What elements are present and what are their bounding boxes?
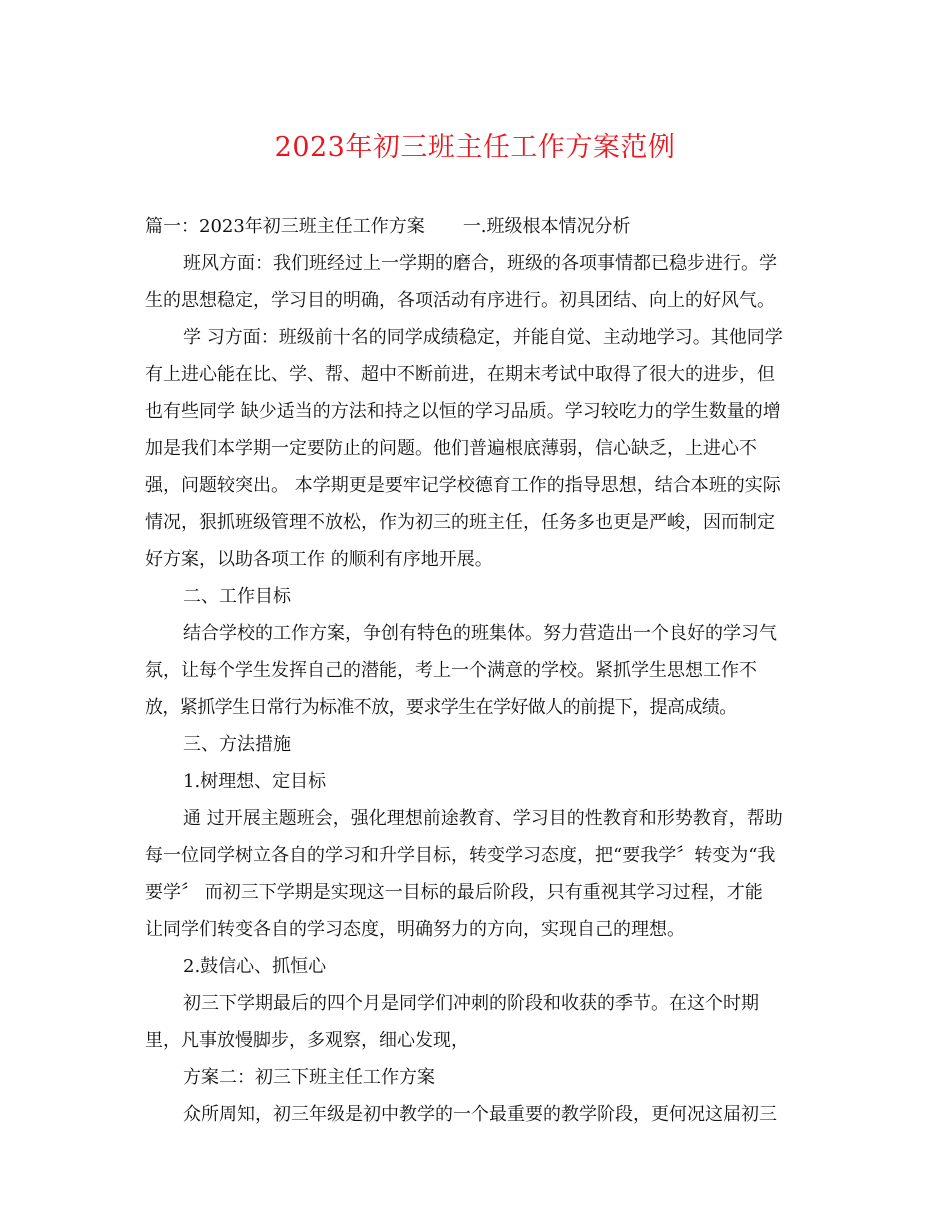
paragraph-line: 放，紧抓学生日常行为标准不放，要求学生在学好做人的前提下，提高成绩。 [145, 697, 737, 718]
paragraph-study [145, 319, 805, 578]
paragraph-line: 班风方面：我们班经过上一学期的磨合，班级的各项事情都已稳步进行。学 [183, 253, 777, 274]
document-title: 2023年初三班主任工作方案范例 [274, 132, 676, 163]
item1-heading: 1.树理想、定目标 [183, 771, 327, 792]
part1-label: 篇一：2023年初三班主任工作方案 [145, 216, 425, 237]
document-body [145, 208, 805, 1133]
paragraph-line: 好方案，以助各项工作 的顺利有序地开展。 [145, 549, 493, 570]
paragraph-part2 [145, 1096, 805, 1133]
part2-heading: 方案二：初三下班主任工作方案 [183, 1067, 435, 1088]
paragraph-goals [145, 615, 805, 726]
section3-heading: 三、方法措施 [183, 734, 291, 755]
paragraph-line: 生的思想稳定，学习目的明确，各项活动有序进行。初具团结、向上的好风气。 [145, 290, 775, 311]
paragraph-line: 加是我们本学期一定要防止的问题。他们普遍根底薄弱，信心缺乏，上进心不 [145, 438, 757, 459]
paragraph-line: 每一位同学树立各自的学习和升学目标，转变学习态度，把“要我学〞转变为“我 [145, 845, 776, 866]
paragraph-line: 众所周知，初三年级是初中教学的一个最重要的教学阶段，更何况这届初三 [183, 1104, 777, 1125]
paragraph-line: 初三下学期最后的四个月是同学们冲刺的阶段和收获的季节。在这个时期 [183, 993, 759, 1014]
paragraph-line: 要学〞 而初三下学期是实现这一目标的最后阶段，只有重视其学习过程，才能 [145, 882, 763, 903]
paragraph-line: 有上进心能在比、学、帮、超中不断前进，在期末考试中取得了很大的进步，但 [145, 364, 775, 385]
paragraph-line: 让同学们转变各自的学习态度，明确努力的方向，实现自己的理想。 [145, 919, 685, 940]
paragraph-class-style [145, 245, 805, 319]
paragraph-item1 [145, 800, 805, 948]
paragraph-line: 情况，狠抓班级管理不放松，作为初三的班主任，任务多也更是严峻，因而制定 [145, 512, 775, 533]
paragraph-line: 结合学校的工作方案，争创有特色的班集体。努力营造出一个良好的学习气 [183, 623, 777, 644]
part1-heading-line [145, 208, 805, 245]
paragraph-line: 氛，让每个学生发挥自己的潜能，考上一个满意的学校。紧抓学生思想工作不 [145, 660, 757, 681]
section2-heading: 二、工作目标 [183, 586, 291, 607]
item2-heading: 2.鼓信心、抓恒心 [183, 956, 327, 977]
paragraph-line: 里，凡事放慢脚步，多观察，细心发现， [145, 1030, 469, 1051]
paragraph-line: 学 习方面：班级前十名的同学成绩稳定，并能自觉、主动地学习。其他同学 [183, 327, 783, 348]
paragraph-item2 [145, 985, 805, 1059]
section1-heading: 一.班级根本情况分析 [462, 216, 631, 237]
paragraph-line: 通 过开展主题班会，强化理想前途教育、学习目的性教育和形势教育，帮助 [183, 808, 783, 829]
paragraph-line: 也有些同学 缺少适当的方法和持之以恒的学习品质。学习较吃力的学生数量的增 [145, 401, 781, 422]
paragraph-line: 强，问题较突出。 本学期更是要牢记学校德育工作的指导思想，结合本班的实际 [145, 475, 781, 496]
